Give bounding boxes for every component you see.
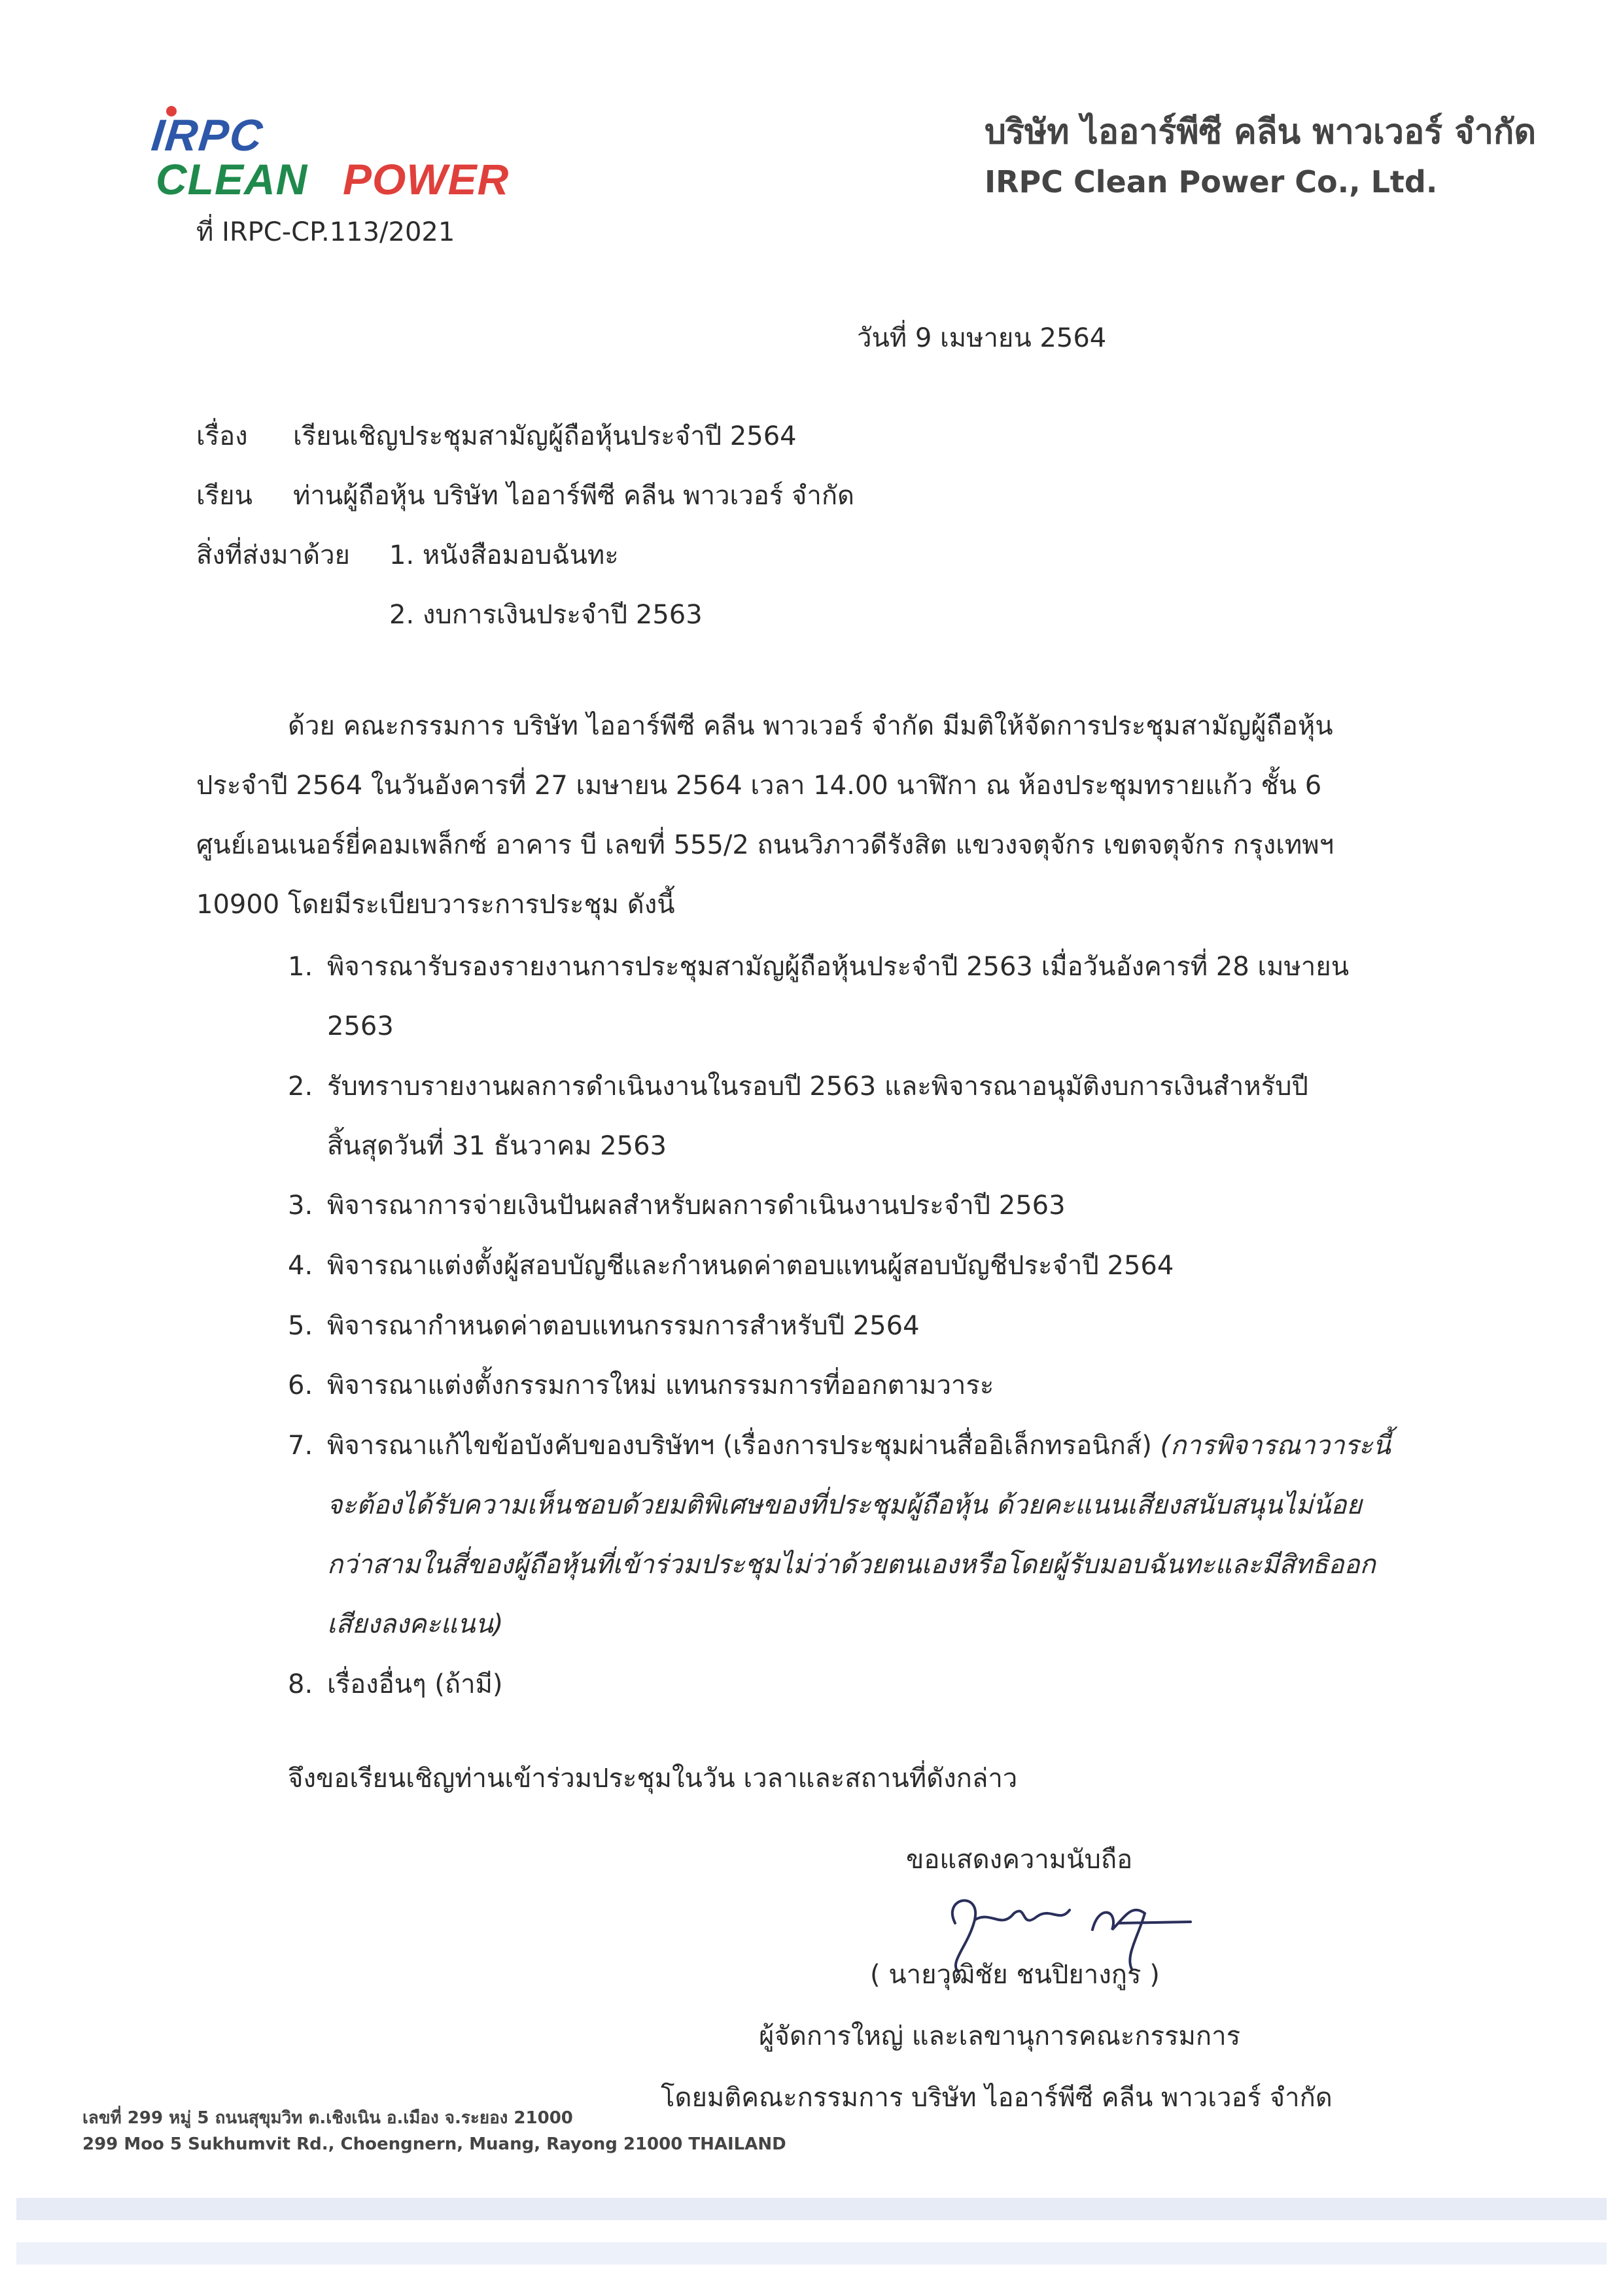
agenda-text-italic: (การพิจารณาวาระนี้ xyxy=(1160,1431,1391,1461)
footer-address-english: 299 Moo 5 Sukhumvit Rd., Choengnern, Muang, Rayong 21000 THAILAND xyxy=(82,2134,786,2154)
logo-irpc-text: IRPC xyxy=(149,111,266,160)
intro-line: ศูนย์เอนเนอร์ยี่คอมเพล็กซ์ อาคาร บี เลขที่ 555/2 ถนนวิภาวดีรังสิต แขวงจตุจักร เขตจตุจักร กรุงเทพฯ xyxy=(196,830,1335,860)
agenda-text: 2563 xyxy=(327,1011,394,1041)
company-name-thai: บริษัท ไออาร์พีซี คลีน พาวเวอร์ จำกัด xyxy=(985,113,1537,152)
signatory-title: ผู้จัดการใหญ่ และเลขานุการคณะกรรมการ xyxy=(759,2021,1241,2051)
attachments-label: สิ่งที่ส่งมาด้วย xyxy=(196,540,350,570)
agenda-text xyxy=(327,1429,1391,1462)
footer-band xyxy=(16,2198,1607,2220)
logo-power-text: POWER xyxy=(343,155,510,203)
signatory-name: ( นายวุฒิชัย ชนปิยางกูร ) xyxy=(870,1960,1160,1990)
agenda-number: 8. xyxy=(288,1669,313,1699)
recipient-label: เรียน xyxy=(196,481,253,511)
agenda-text-italic: จะต้องได้รับความเห็นชอบด้วยมติพิเศษของที่ประชุมผู้ถือหุ้น ด้วยคะแนนเสียงสนับสนุนไม่น้อย xyxy=(327,1490,1362,1520)
agenda-number: 5. xyxy=(288,1311,313,1341)
company-logo xyxy=(149,110,557,208)
agenda-text: พิจารณาแต่งตั้งผู้สอบบัญชีและกำหนดค่าตอบแทนผู้สอบบัญชีประจำปี 2564 xyxy=(327,1251,1174,1281)
intro-line: 10900 โดยมีระเบียบวาระการประชุม ดังนี้ xyxy=(196,890,675,920)
footer-band xyxy=(16,2242,1607,2265)
agenda-text: เรื่องอื่นๆ (ถ้ามี) xyxy=(327,1669,503,1699)
agenda-number: 7. xyxy=(288,1431,313,1461)
document-number: ที่ IRPC-CP.113/2021 xyxy=(196,217,455,247)
subject-label: เรื่อง xyxy=(196,421,248,451)
regards: ขอแสดงความนับถือ xyxy=(906,1845,1133,1875)
agenda-text: พิจารณาแต่งตั้งกรรมการใหม่ แทนกรรมการที่ออกตามวาระ xyxy=(327,1370,994,1400)
agenda-number: 2. xyxy=(288,1071,313,1102)
document-date: วันที่ 9 เมษายน 2564 xyxy=(857,323,1107,353)
intro-line: ประจำปี 2564 ในวันอังคารที่ 27 เมษายน 2564 เวลา 14.00 นาฬิกา ณ ห้องประชุมทรายแก้ว ชั้น 6 xyxy=(196,771,1322,801)
agenda-text: พิจารณากำหนดค่าตอบแทนกรรมการสำหรับปี 2564 xyxy=(327,1311,920,1341)
agenda-number: 4. xyxy=(288,1251,313,1281)
agenda-text: รับทราบรายงานผลการดำเนินงานในรอบปี 2563 และพิจารณาอนุมัติงบการเงินสำหรับปี xyxy=(327,1071,1308,1102)
attachment-item: 2. งบการเงินประจำปี 2563 xyxy=(389,600,703,630)
recipient-value: ท่านผู้ถือหุ้น บริษัท ไออาร์พีซี คลีน พาวเวอร์ จำกัด xyxy=(293,481,855,511)
closing-sentence: จึงขอเรียนเชิญท่านเข้าร่วมประชุมในวัน เวลาและสถานที่ดังกล่าว xyxy=(288,1764,1018,1794)
agenda-text: สิ้นสุดวันที่ 31 ธันวาคม 2563 xyxy=(327,1131,667,1161)
agenda-number: 1. xyxy=(288,952,313,982)
footer-address-thai: เลขที่ 299 หมู่ 5 ถนนสุขุมวิท ต.เชิงเนิน อ.เมือง จ.ระยอง 21000 xyxy=(82,2108,573,2128)
agenda-text-italic: กว่าสามในสี่ของผู้ถือหุ้นที่เข้าร่วมประชุมไม่ว่าด้วยตนเองหรือโดยผู้รับมอบฉันทะและมีสิทธิออก xyxy=(327,1550,1376,1580)
company-name-english: IRPC Clean Power Co., Ltd. xyxy=(985,164,1438,200)
agenda-number: 3. xyxy=(288,1191,313,1221)
agenda-text: พิจารณาการจ่ายเงินปันผลสำหรับผลการดำเนินงานประจำปี 2563 xyxy=(327,1191,1066,1221)
agenda-text-italic: เสียงลงคะแนน) xyxy=(327,1609,504,1639)
subject-value: เรียนเชิญประชุมสามัญผู้ถือหุ้นประจำปี 2564 xyxy=(293,421,797,451)
attachment-item: 1. หนังสือมอบฉันทะ xyxy=(389,540,619,570)
signatory-authority: โดยมติคณะกรรมการ บริษัท ไออาร์พีซี คลีน พาวเวอร์ จำกัด xyxy=(661,2083,1333,2113)
agenda-number: 6. xyxy=(288,1370,313,1400)
logo-clean-text: CLEAN xyxy=(156,155,308,203)
agenda-text-lead: พิจารณาแก้ไขข้อบังคับของบริษัทฯ (เรื่องการประชุมผ่านสื่ออิเล็กทรอนิกส์) xyxy=(327,1431,1161,1461)
intro-line: ด้วย คณะกรรมการ บริษัท ไออาร์พีซี คลีน พาวเวอร์ จำกัด มีมติให้จัดการประชุมสามัญผู้ถือหุ้น xyxy=(288,711,1333,741)
agenda-text: พิจารณารับรองรายงานการประชุมสามัญผู้ถือหุ้นประจำปี 2563 เมื่อวันอังคารที่ 28 เมษายน xyxy=(327,952,1350,982)
